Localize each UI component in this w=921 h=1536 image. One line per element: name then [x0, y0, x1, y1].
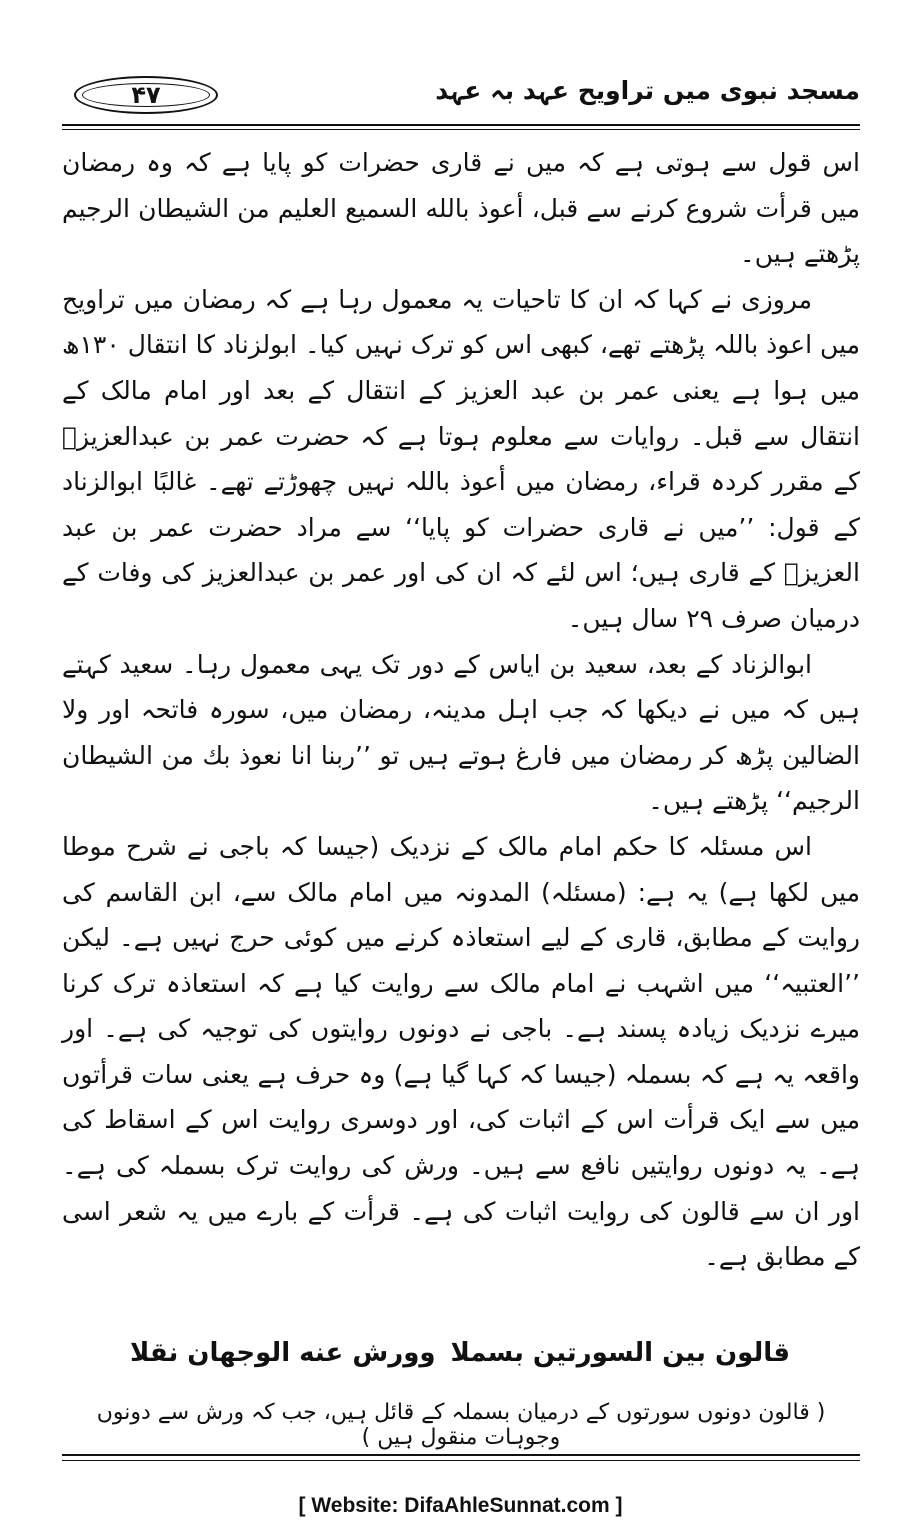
paragraph: اس مسئلہ کا حکم امام مالک کے نزدیک (جیسا کہ باجی نے شرح موطا میں لکھا ہے) یہ ہے: (مسئلہ) المدونہ میں امام مالک سے، ابن القاسم کی روایت کے مطابق، قاری کے لیے استعاذہ کرنے میں کوئی حرج نہیں ہے۔ لیکن ’’العتبیہ‘‘ میں اشہب نے امام مالک سے روایت کیا ہے کہ استعاذہ ترک کرنا میرے نزدیک زیادہ پسند ہے۔ باجی نے دونوں روایتوں کی توجیہ کی ہے۔ اور واقعہ یہ ہے کہ بسملہ (جیسا کہ کہا گیا ہے) وہ حرف ہے یعنی سات قرأتوں میں سے ایک قرأت اس کے اثبات کی، اور دوسری روایت اس کے اسقاط کی ہے۔ یہ دونوں روایتیں نافع سے ہیں۔ ورش کی روایت ترک بسملہ کی ہے۔ اور ان سے قالون کی روایت اثبات کی ہے۔ قرأت کے بارے میں یہ شعر اسی کے مطابق ہے۔ — [62, 831, 860, 1272]
paragraph: اس قول سے ہوتی ہے کہ میں نے قاری حضرات کو پایا ہے کہ وہ رمضان میں قرأت شروع کرنے سے قبل، أعوذ بالله السميع العليم من الشيطان الرجيم پڑھتے ہیں۔ — [62, 148, 860, 269]
paragraph: مروزی نے کہا کہ ان کا تاحیات یہ معمول رہا ہے کہ رمضان میں تراویح میں اعوذ باللہ پڑھتے تھے، کبھی اس کو ترک نہیں کیا۔ ابولزناد کا انتقال ۱۳۰ھ میں ہوا ہے یعنی عمر بن عبد العزیز کے انتقال کے بعد اور امام مالک کے انتقال سے قبل۔ روایات سے معلوم ہوتا ہے کہ حضرت عمر بن عبدالعزیزؒ کے مقرر کردہ قراء، رمضان میں أعوذ باللہ نہیں چھوڑتے تھے۔ غالبًا ابوالزناد کے قول: ’’میں نے قاری حضرات کو پایا‘‘ سے مراد حضرت عمر بن عبد العزیزؒ کے قاری ہیں؛ اس لئے کہ ان کی اور عمر بن عبدالعزیز کی وفات کے درمیان صرف ۲۹ سال ہیں۔ — [62, 284, 860, 633]
footer-rule-thin — [62, 1460, 860, 1461]
arabic-verse — [130, 1338, 790, 1368]
footer-rule — [62, 1454, 860, 1456]
body-text — [62, 140, 860, 1280]
page-number-badge — [74, 76, 218, 114]
header-rule — [62, 124, 860, 126]
verse-translation: ( قالون دونوں سورتوں کے درمیان بسملہ کے قائل ہیں، جب کہ ورش سے دونوں وجوہات منقول ہیں ) — [96, 1400, 826, 1450]
header-title: مسجد نبوی میں تراویح عہد بہ عہد — [435, 76, 860, 105]
verse-hemistich-2: وورش عنه الوجهان نقلا — [130, 1338, 436, 1368]
verse-hemistich-1: قالون بين السورتين بسملا — [450, 1338, 790, 1368]
website-footer: [ Website: DifaAhleSunnat.com ] — [298, 1494, 623, 1517]
header-rule-thin — [62, 129, 860, 130]
paragraph: ابوالزناد کے بعد، سعید بن ایاس کے دور تک یہی معمول رہا۔ سعید کہتے ہیں کہ میں نے دیکھا کہ جب اہل مدینہ، رمضان میں، سورہ فاتحہ اور ولا الضالین پڑھ کر رمضان میں فارغ ہوتے ہیں تو ’’ربنا انا نعوذ بك من الشيطان الرجيم‘‘ پڑھتے ہیں۔ — [62, 649, 860, 816]
page-number: ۴۷ — [131, 81, 161, 109]
page-header — [60, 62, 860, 122]
